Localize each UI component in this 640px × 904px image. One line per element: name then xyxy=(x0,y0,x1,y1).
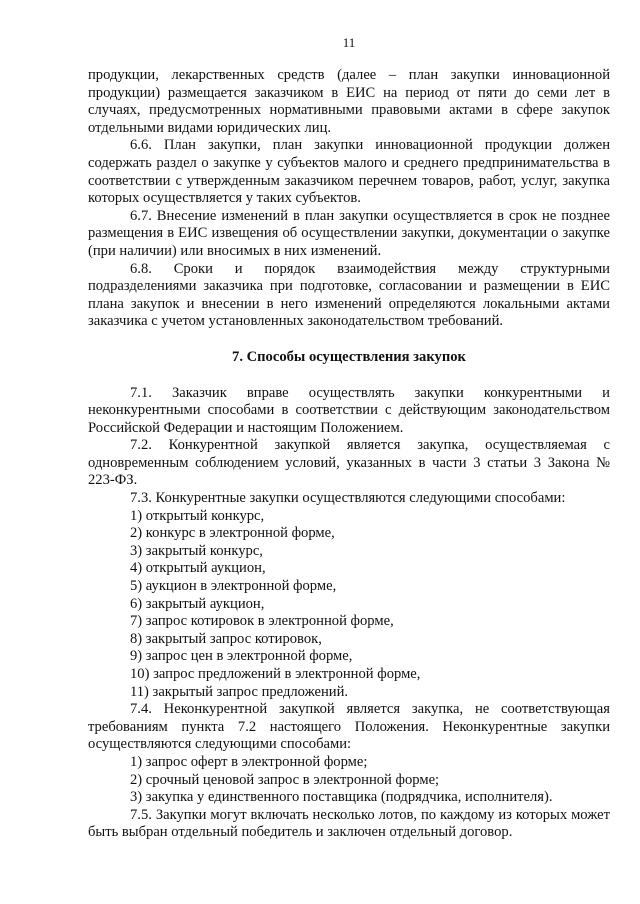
list-item: 7) запрос котировок в электронной форме, xyxy=(130,613,394,630)
list-item: 9) запрос цен в электронной форме, xyxy=(130,648,353,665)
list-item: 4) открытый аукцион, xyxy=(130,560,266,577)
list-item: 11) закрытый запрос предложений. xyxy=(130,683,349,700)
list-item: 6) закрытый аукцион, xyxy=(130,595,265,612)
list-item: 1) запрос оферт в электронной форме; xyxy=(130,753,368,770)
paragraph-7-1: 7.1. Заказчик вправе осуществлять закупки конкурентными и неконкурентными способами в соответствии с действующим законодательством Российской Федерации и настоящим Положением. xyxy=(88,384,610,436)
page-number: 11 xyxy=(342,35,356,50)
paragraph-7-5: 7.5. Закупки могут включать несколько лотов, по каждому из которых может быть выбран отдельный победитель и заключен отдельный договор. xyxy=(88,806,610,841)
paragraph-7-4: 7.4. Неконкурентной закупкой является закупка, не соответствующая требованиям пункта 7.2 настоящего Положения. Неконкурентные закупки осуществляются следующими способами: xyxy=(88,701,610,753)
list-item: 3) закрытый конкурс, xyxy=(130,542,263,559)
list-item: 2) срочный ценовой запрос в электронной форме; xyxy=(130,771,440,788)
section-heading: 7. Способы осуществления закупок xyxy=(232,348,466,365)
list-item: 1) открытый конкурс, xyxy=(130,507,265,524)
document-body xyxy=(88,67,610,842)
paragraph-continuation: продукции, лекарственных средств (далее – план закупки инновационной продукции) размещается заказчиком в ЕИС на период от пяти до семи лет в случаях, предусмотренных нормативными правовыми актами в сфере закупок отдельными видами юридических лиц. xyxy=(88,67,610,136)
paragraph-6-8: 6.8. Сроки и порядок взаимодействия между структурными подразделениями заказчика при подготовке, согласовании и размещении в ЕИС плана закупок и внесении в него изменений определяются локальными актами заказчика с учетом установленных законодательством требований. xyxy=(88,260,610,330)
list-item: 5) аукцион в электронной форме, xyxy=(130,578,337,595)
paragraph-7-2: 7.2. Конкурентной закупкой является закупка, осуществляемая с одновременным соблюдением условий, указанных в части 3 статьи 3 Закона № 223-ФЗ. xyxy=(88,437,610,489)
competitive-methods-list xyxy=(88,508,610,702)
paragraph-6-7: 6.7. Внесение изменений в план закупки осуществляется в срок не позднее размещения в ЕИС извещения об осуществлении закупки, документации о закупке (при наличии) или вносимых в них изменений. xyxy=(88,207,610,259)
paragraph-7-3: 7.3. Конкурентные закупки осуществляются следующими способами: xyxy=(130,490,566,507)
list-item: 10) запрос предложений в электронной форме, xyxy=(130,666,421,682)
paragraph-6-6: 6.6. План закупки, план закупки инновационной продукции должен содержать раздел о закупке у субъектов малого и среднего предпринимательства в соответствии с утвержденным заказчиком перечнем товаров, работ, услуг, закупка которых осуществляется у таких субъектов. xyxy=(88,137,610,207)
list-item: 3) закупка у единственного поставщика (подрядчика, исполнителя). xyxy=(130,789,553,806)
list-item: 2) конкурс в электронной форме, xyxy=(130,525,335,542)
noncompetitive-methods-list xyxy=(88,754,610,807)
list-item: 8) закрытый запрос котировок, xyxy=(130,630,322,647)
